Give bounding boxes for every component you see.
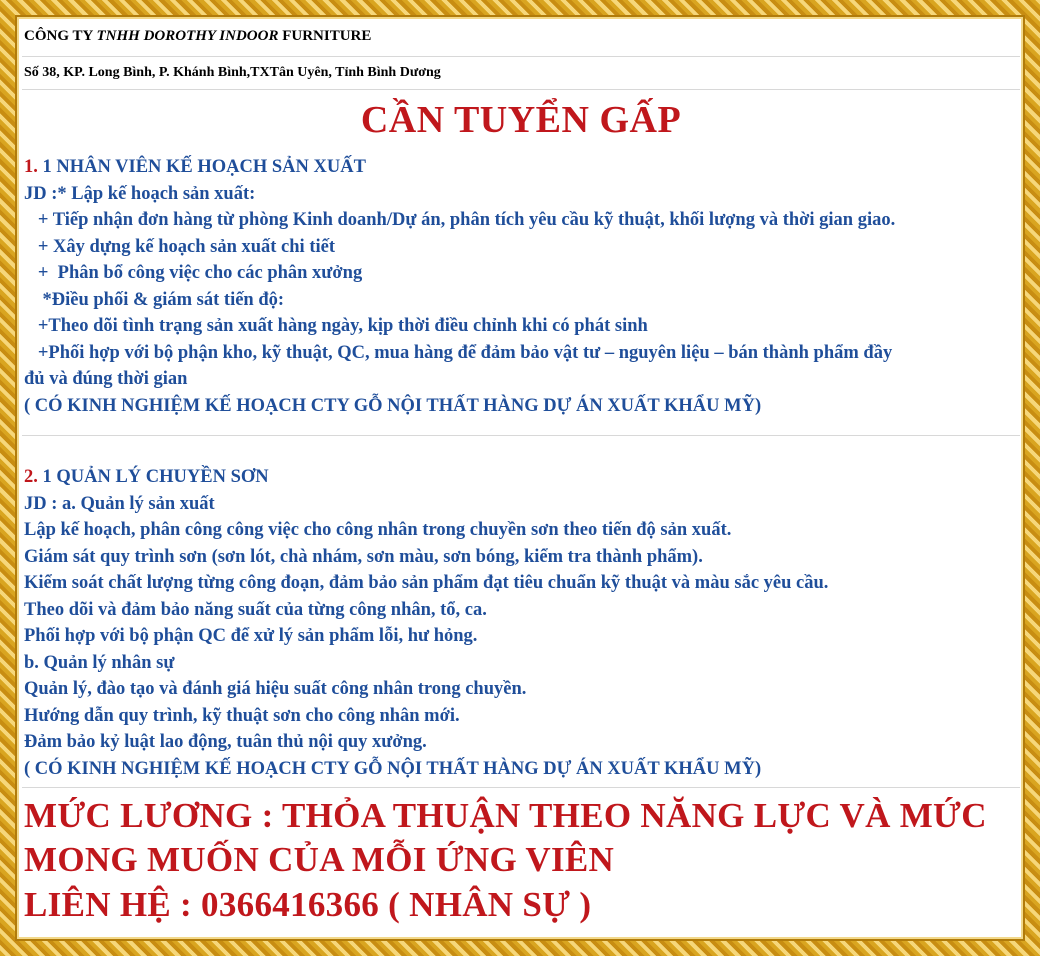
company-brand: TNHH DOROTHY INDOOR	[96, 28, 279, 44]
company-row	[22, 20, 1020, 57]
job1-line: *Điều phối & giám sát tiến độ:	[24, 289, 285, 310]
job2-line: ( CÓ KINH NGHIỆM KẾ HOẠCH CTY GỖ NỘI THẤT HÀNG DỰ ÁN XUẤT KHẨU MỸ)	[24, 758, 762, 779]
job2-line: Lập kế hoạch, phân công công việc cho công nhân trong chuyền sơn theo tiến độ sản xuất.	[24, 520, 732, 540]
job-2-title	[24, 464, 1020, 491]
job1-line: đủ và đúng thời gian	[24, 369, 188, 389]
job-1-number: 1.	[24, 157, 38, 177]
salary-line-2: MONG MUỐN CỦA MỖI ỨNG VIÊN	[24, 840, 615, 879]
job2-line: JD : a. Quản lý sản xuất	[24, 493, 215, 514]
job-1-details	[24, 154, 1020, 419]
job1-line: JD :* Lập kế hoạch sản xuất:	[24, 183, 256, 204]
job1-line: + Tiếp nhận đơn hàng từ phòng Kinh doanh/Dự án, phân tích yêu cầu kỹ thuật, khối lượng và thời gian giao.	[24, 210, 896, 230]
job-2-number: 2.	[24, 467, 38, 487]
job2-line: Hướng dẫn quy trình, kỹ thuật sơn cho công nhân mới.	[24, 705, 460, 726]
job2-line: Kiểm soát chất lượng từng công đoạn, đảm bảo sản phẩm đạt tiêu chuẩn kỹ thuật và màu sắc yêu cầu.	[24, 573, 829, 593]
job2-line: Quản lý, đào tạo và đánh giá hiệu suất công nhân trong chuyền.	[24, 679, 527, 699]
job2-line: Đảm bảo kỷ luật lao động, tuân thủ nội quy xưởng.	[24, 732, 427, 752]
job-1-title-text: 1 NHÂN VIÊN KẾ HOẠCH SẢN XUẤT	[37, 157, 366, 177]
job-1-title	[24, 154, 1020, 181]
salary-line-1: MỨC LƯƠNG : THỎA THUẬN THEO NĂNG LỰC VÀ MỨC	[24, 796, 987, 835]
job1-line: +Phối hợp với bộ phận kho, kỹ thuật, QC, mua hàng để đảm bảo vật tư – nguyên liệu – bán thành phẩm đầy	[24, 342, 893, 363]
job1-line: + Xây dựng kế hoạch sản xuất chi tiết	[24, 236, 335, 257]
job1-line: +Theo dõi tình trạng sản xuất hàng ngày, kịp thời điều chỉnh khi có phát sinh	[24, 316, 648, 336]
company-address: Số 38, KP. Long Bình, P. Khánh Bình,TXTân Uyên, Tỉnh Bình Dương	[24, 65, 441, 80]
job1-line: ( CÓ KINH NGHIỆM KẾ HOẠCH CTY GỖ NỘI THẤT HÀNG DỰ ÁN XUẤT KHẨU MỸ)	[24, 395, 762, 416]
job1-line: + Phân bổ công việc cho các phân xưởng	[24, 263, 363, 283]
job2-line: Theo dõi và đảm bảo năng suất của từng công nhân, tổ, ca.	[24, 599, 487, 620]
company-suffix: FURNITURE	[282, 28, 372, 44]
company-prefix: CÔNG TY	[24, 28, 93, 44]
job-2-details	[24, 464, 1020, 782]
job-2-title-text: 1 QUẢN LÝ CHUYỀN SƠN	[37, 467, 269, 487]
recruitment-headline: CẦN TUYỂN GẤP	[360, 99, 682, 141]
address-row	[22, 57, 1020, 90]
job2-line: Phối hợp với bộ phận QC để xử lý sản phẩm lỗi, hư hỏng.	[24, 626, 478, 646]
contact-line: LIÊN HỆ : 0366416366 ( NHÂN SỰ )	[24, 885, 592, 924]
footer-section	[22, 788, 1020, 938]
company-name	[24, 28, 371, 45]
job-section-2	[22, 436, 1020, 788]
job-section-1	[22, 90, 1020, 436]
job2-line: Giám sát quy trình sơn (sơn lót, chà nhám, sơn màu, sơn bóng, kiểm tra thành phẩm).	[24, 546, 703, 567]
job2-line: b. Quản lý nhân sự	[24, 652, 175, 673]
